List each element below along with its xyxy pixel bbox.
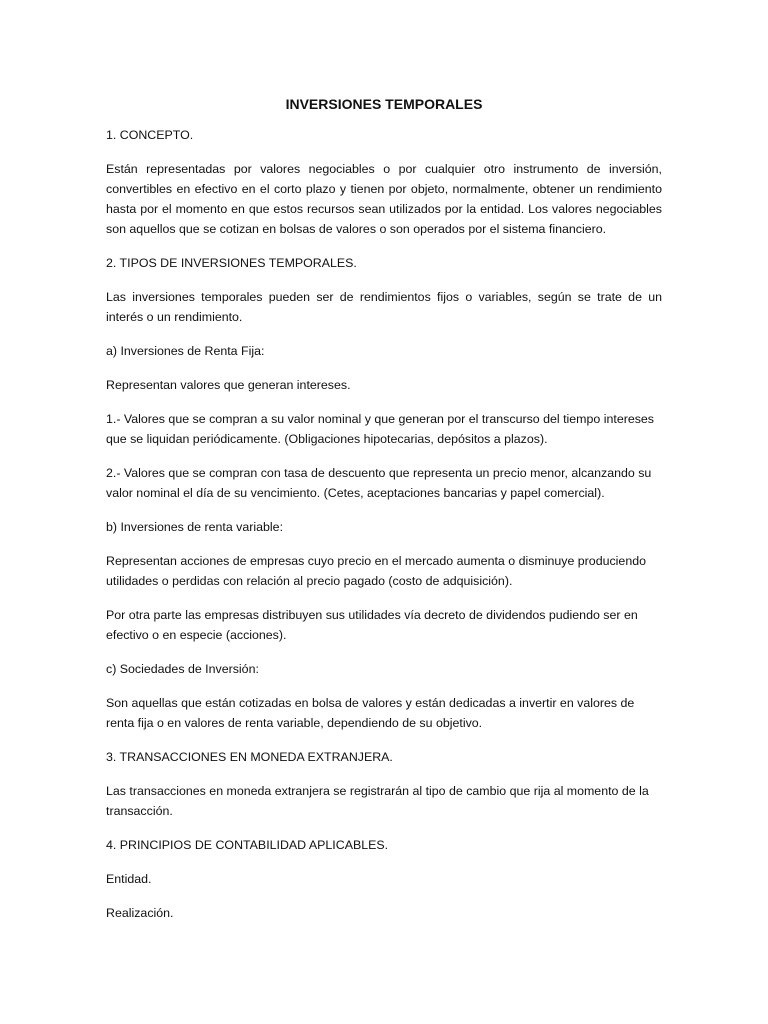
list-item-renta-fija-2: 2.- Valores que se compran con tasa de descuento que representa un precio menor, alcanzando su valor nominal el día de su vencimiento. (Cetes, aceptaciones bancarias y papel comercial). bbox=[106, 466, 652, 500]
heading-transacciones: 3. TRANSACCIONES EN MONEDA EXTRANJERA. bbox=[106, 750, 393, 764]
principle-entidad: Entidad. bbox=[106, 872, 152, 886]
heading-tipos: 2. TIPOS DE INVERSIONES TEMPORALES. bbox=[106, 256, 357, 270]
paragraph-concepto: Están representadas por valores negociables o por cualquier otro instrumento de inversión, convertibles en efectivo en el corto plazo y tienen por objeto, normalmente, obtener un rendimiento hasta por el momento en que estos recursos sean utilizados por la entidad. Los valores negociables son aquellos que se cotizan en bolsas de valores o son operados por el sistema financiero. bbox=[106, 162, 662, 236]
paragraph-renta-variable-1: Representan acciones de empresas cuyo precio en el mercado aumenta o disminuye produciendo utilidades o perdidas con relación al precio pagado (costo de adquisición). bbox=[106, 554, 646, 588]
paragraph-transacciones: Las transacciones en moneda extranjera se registrarán al tipo de cambio que rija al momento de la transacción. bbox=[106, 784, 649, 818]
paragraph-sociedades: Son aquellas que están cotizadas en bolsa de valores y están dedicadas a invertir en valores de renta fija o en valores de renta variable, dependiendo de su objetivo. bbox=[106, 696, 635, 730]
heading-concepto: 1. CONCEPTO. bbox=[106, 128, 194, 142]
subheading-renta-fija: a) Inversiones de Renta Fija: bbox=[106, 344, 265, 358]
paragraph-tipos: Las inversiones temporales pueden ser de rendimientos fijos o variables, según se trate de un interés o un rendimiento. bbox=[106, 290, 662, 324]
paragraph-renta-variable-2: Por otra parte las empresas distribuyen sus utilidades vía decreto de dividendos pudiendo ser en efectivo o en especie (acciones). bbox=[106, 608, 638, 642]
heading-principios: 4. PRINCIPIOS DE CONTABILIDAD APLICABLES. bbox=[106, 838, 389, 852]
list-item-renta-fija-1: 1.- Valores que se compran a su valor nominal y que generan por el transcurso del tiempo intereses que se liquidan periódicamente. (Obligaciones hipotecarias, depósitos a plazos). bbox=[106, 412, 655, 446]
document-title: INVERSIONES TEMPORALES bbox=[285, 96, 483, 112]
principle-realizacion: Realización. bbox=[106, 906, 174, 920]
subheading-sociedades: c) Sociedades de Inversión: bbox=[106, 662, 259, 676]
subheading-renta-variable: b) Inversiones de renta variable: bbox=[106, 520, 284, 534]
paragraph-renta-fija: Representan valores que generan intereses. bbox=[106, 378, 351, 392]
